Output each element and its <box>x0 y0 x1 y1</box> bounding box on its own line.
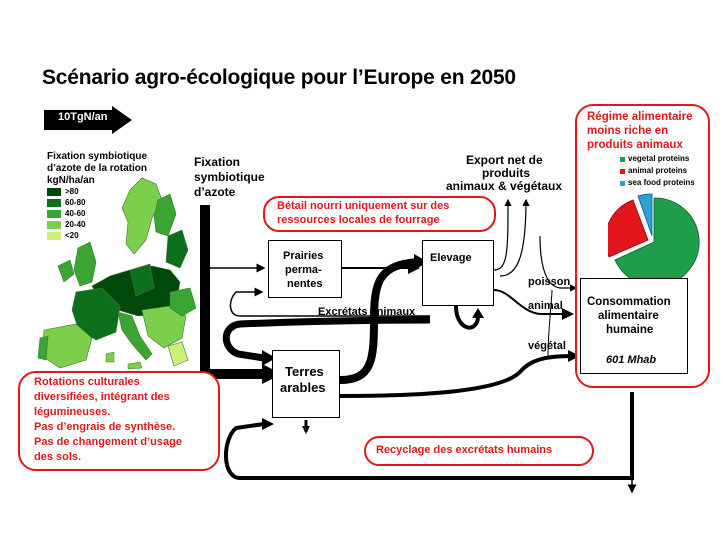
rotations-label-5: Pas de changement d’usage <box>34 436 182 448</box>
rotations-label-4: Pas d’engrais de synthèse. <box>34 421 176 433</box>
fixation-label-3: d’azote <box>194 185 236 199</box>
regime-label-1: Régime alimentaire <box>587 111 693 123</box>
diet-legend-swatch-sea <box>620 181 625 186</box>
diet-pie-chart <box>608 190 708 290</box>
map-legend-label-80: >80 <box>65 187 79 196</box>
poisson-label: poisson <box>528 276 571 288</box>
consommation-label-3: humaine <box>606 324 654 336</box>
rotations-label-2: diversifiées, intégrant des <box>34 391 170 403</box>
animal-label: animal <box>528 300 563 312</box>
export-label-2: produits <box>482 166 530 180</box>
map-legend-label-20: 20-40 <box>65 220 86 229</box>
consommation-label-2: alimentaire <box>598 310 659 322</box>
diet-legend-veg: vegetal proteins <box>628 154 690 163</box>
rotations-label-3: légumineuses. <box>34 406 111 418</box>
elevage-box <box>422 240 494 306</box>
page-title: Scénario agro-écologique pour l’Europe en 2050 <box>42 66 516 89</box>
diet-legend-sea: sea food proteins <box>628 178 695 187</box>
elevage-label: Elevage <box>430 252 472 264</box>
export-label-1: Export net de <box>466 153 543 167</box>
regime-label-2: moins riche en <box>587 125 669 137</box>
diet-legend-swatch-animal <box>620 169 625 174</box>
scale-arrow-label: 10TgN/an <box>58 111 108 123</box>
betail-label-2: ressources locales de fourrage <box>277 214 440 226</box>
prairies-label-1: Prairies <box>283 250 324 262</box>
rotations-label-1: Rotations culturales <box>34 376 140 388</box>
diet-legend-animal: animal proteins <box>628 166 688 175</box>
betail-label-1: Bétail nourri uniquement sur des <box>277 200 450 212</box>
diet-legend-swatch-veg <box>620 157 625 162</box>
export-label-3: animaux & végétaux <box>446 179 563 193</box>
fixation-label-2: symbiotique <box>194 170 265 184</box>
population-label: 601 Mhab <box>606 354 657 366</box>
map-legend-label-lt20: <20 <box>65 231 79 240</box>
map-legend-label-60: 60-80 <box>65 198 86 207</box>
map-legend-title-2: d’azote de la rotation <box>47 163 148 174</box>
excretats-label: Excrétats animaux <box>318 306 416 318</box>
regime-label-3: produits animaux <box>587 139 683 151</box>
vegetal-label: végétal <box>528 340 566 352</box>
prairies-label-2: perma- <box>285 264 322 276</box>
fixation-label-1: Fixation <box>194 155 241 169</box>
consommation-label-1: Consommation <box>587 296 671 308</box>
map-legend-title-1: Fixation symbiotique <box>47 151 148 162</box>
rotations-label-6: des sols. <box>34 451 82 463</box>
map-legend-title-3: kgN/ha/an <box>47 175 95 186</box>
terres-label-1: Terres <box>285 364 324 379</box>
recyclage-label: Recyclage des excrétats humains <box>376 444 553 456</box>
prairies-label-3: nentes <box>287 278 323 290</box>
map-legend-label-40: 40-60 <box>65 209 86 218</box>
terres-label-2: arables <box>280 380 326 395</box>
